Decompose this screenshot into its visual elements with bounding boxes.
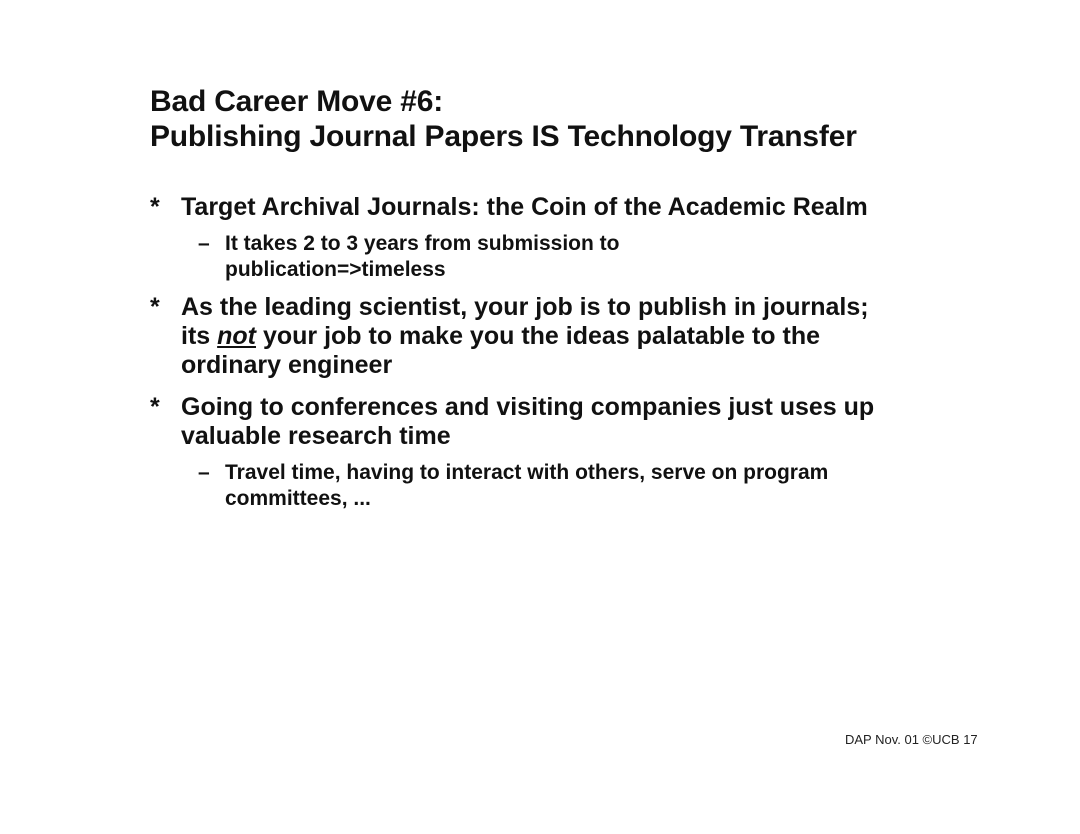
- sub-marker: –: [198, 232, 210, 255]
- bullet-3-sub-1-line-1: Travel time, having to interact with others, serve on program: [225, 461, 829, 484]
- emphasis-not: not: [217, 322, 256, 350]
- title-line-1: Bad Career Move #6:: [150, 85, 443, 118]
- bullet-2-line-2: [181, 322, 970, 351]
- bullet-marker: *: [150, 293, 160, 321]
- bullet-3-line-1: Going to conferences and visiting companies just uses up: [181, 393, 875, 421]
- bullet-3-sub-1-line-2: committees, ...: [225, 487, 371, 510]
- bullet-3-line-2: valuable research time: [181, 422, 451, 450]
- sub-marker: –: [198, 461, 210, 484]
- bullet-1: [150, 193, 970, 222]
- bullet-2-line-1: As the leading scientist, your job is to publish in journals;: [181, 293, 869, 321]
- bullet-marker: *: [150, 193, 160, 221]
- bullet-2-line-2-post: your job to make you the ideas palatable to the: [256, 322, 821, 350]
- bullet-1-sub-1-line-2: publication=>timeless: [225, 258, 446, 281]
- bullet-1-line-1: Target Archival Journals: the Coin of the Academic Realm: [181, 193, 868, 221]
- bullet-marker: *: [150, 393, 160, 421]
- bullet-3-sub-1: [198, 460, 958, 512]
- title-line-2: Publishing Journal Papers IS Technology Transfer: [150, 120, 857, 153]
- bullet-2: [150, 293, 970, 380]
- bullet-1-sub-1: [198, 231, 958, 283]
- bullet-2-line-3: ordinary engineer: [181, 351, 393, 379]
- bullet-3: [150, 393, 970, 451]
- bullet-2-line-2-pre: its: [181, 322, 218, 350]
- slide-footer: DAP Nov. 01 ©UCB 17: [845, 732, 978, 747]
- slide-title: [150, 84, 1050, 154]
- bullet-1-sub-1-line-1: It takes 2 to 3 years from submission to: [225, 232, 620, 255]
